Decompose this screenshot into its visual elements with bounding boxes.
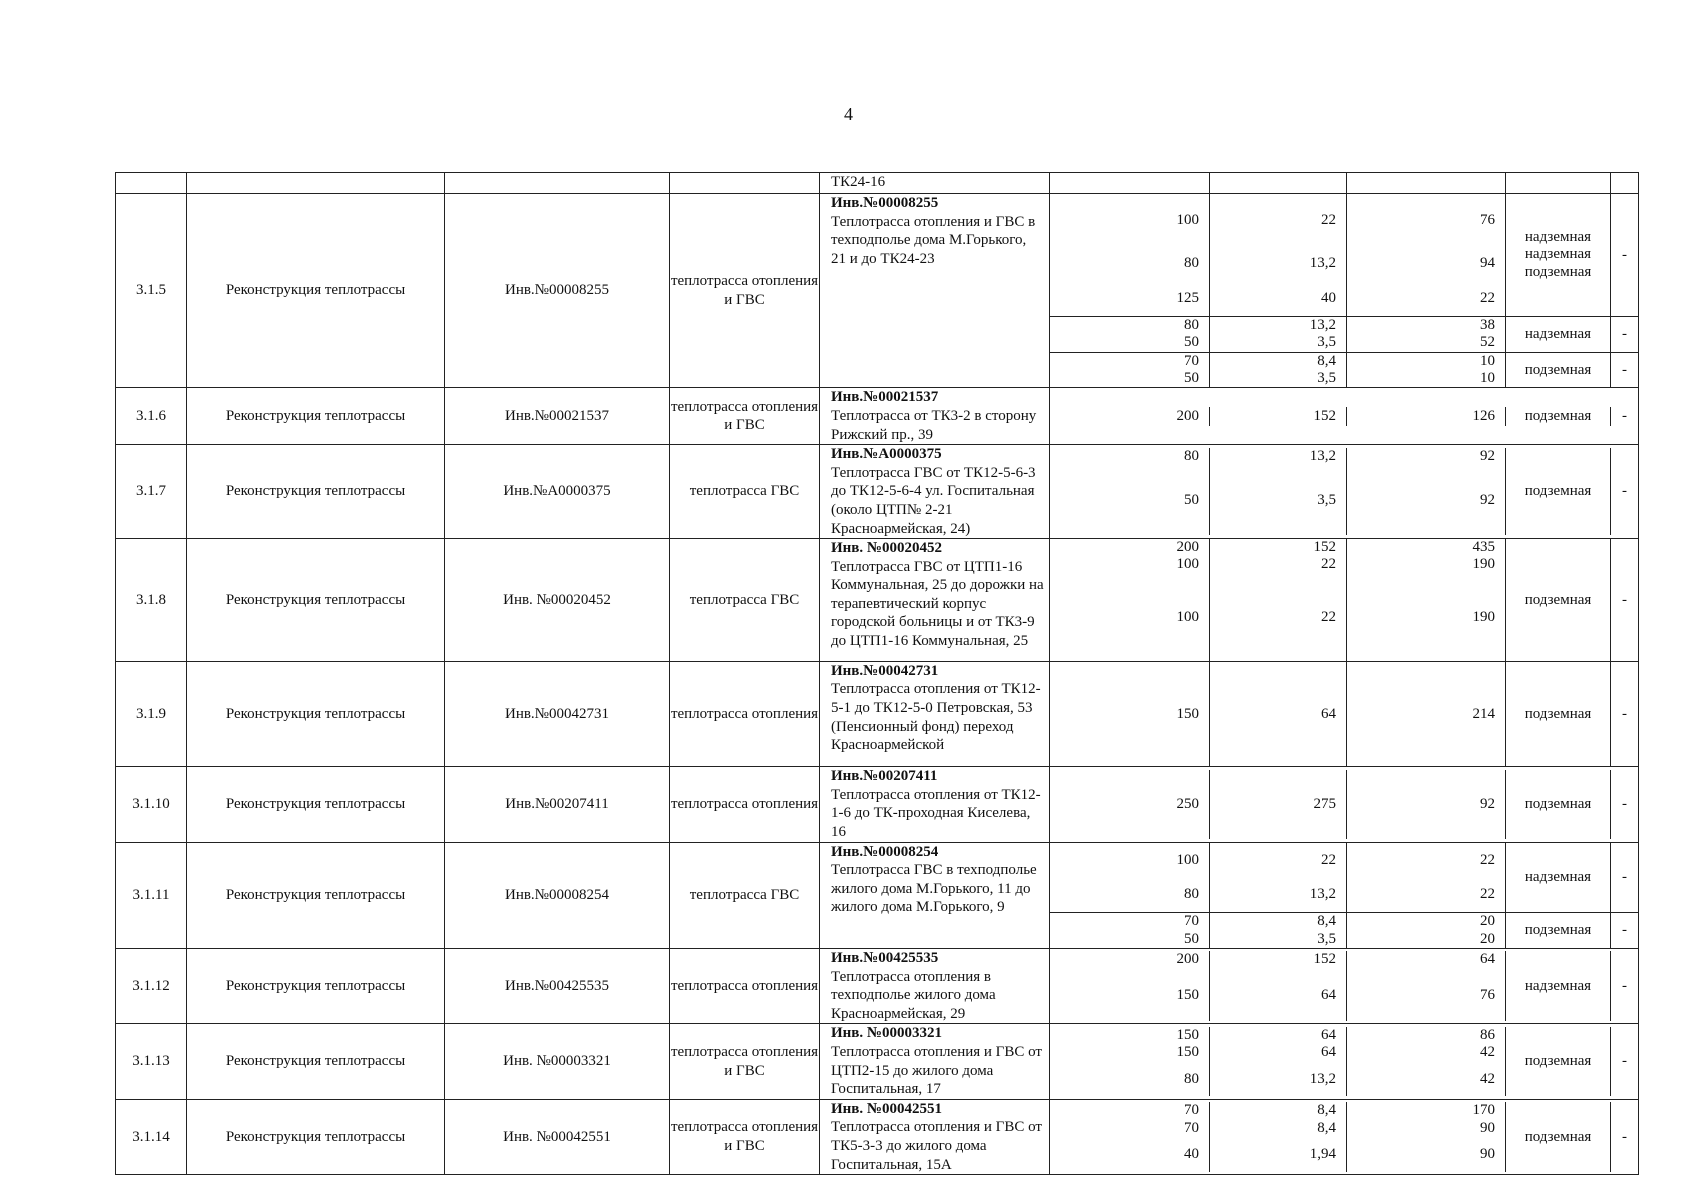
- description-text: Теплотрасса отопления от ТК12-1-6 до ТК-проходная Киселева, 16: [831, 786, 1041, 841]
- weight-value: 64: [1321, 705, 1336, 722]
- row-number: 3.1.7: [116, 445, 187, 539]
- weight-value: 152: [1313, 539, 1336, 556]
- pipe-diameter: [1050, 913, 1210, 948]
- pipe-diameter: [1050, 843, 1210, 913]
- weight-value: 13,2: [1309, 255, 1336, 272]
- weight-value: 152: [1313, 951, 1336, 968]
- work-type: Реконструкция теплотрассы: [187, 949, 445, 1024]
- pipe-group: [1050, 1102, 1638, 1172]
- weight-value: 13,2: [1309, 886, 1336, 903]
- pipeline-description: [820, 1024, 1050, 1099]
- length-value: 22: [1480, 289, 1495, 306]
- length-value: 190: [1472, 608, 1495, 625]
- diameter-value: 80: [1184, 316, 1199, 333]
- length-value: 38: [1480, 316, 1495, 333]
- weight-value: 22: [1321, 212, 1336, 228]
- row-number: 3.1.11: [116, 842, 187, 948]
- diameter-value: 200: [1176, 539, 1199, 556]
- pipe-parameters: [1050, 445, 1639, 539]
- pipeline-purpose: теплотрасса отопления: [670, 767, 820, 842]
- row-number: 3.1.14: [116, 1099, 187, 1174]
- pipe-parameters: [1050, 767, 1639, 842]
- weight-value: 8,4: [1317, 352, 1336, 369]
- inventory-number: Инв.№00021537: [445, 388, 670, 445]
- table-row: [116, 661, 1639, 766]
- diameter-value: 80: [1184, 448, 1199, 465]
- table-row: [116, 1024, 1639, 1099]
- pipeline-description: [820, 539, 1050, 662]
- pipe-diameter: [1050, 316, 1210, 352]
- laying-type: подземная: [1506, 770, 1611, 840]
- pipe-group: [1050, 539, 1638, 661]
- laying-type: подземная: [1506, 1102, 1611, 1172]
- description-inventory: Инв.№00008254: [831, 843, 939, 860]
- pipe-diameter: [1050, 448, 1210, 535]
- weight-value: 8,4: [1317, 913, 1336, 930]
- pipe-weight: [1210, 662, 1347, 766]
- work-type: Реконструкция теплотрассы: [187, 767, 445, 842]
- pipeline-description: [820, 767, 1050, 842]
- inventory-number: Инв. №00003321: [445, 1024, 670, 1099]
- description-text: Теплотрасса отопления от ТК12-5-1 до ТК12-5-0 Петровская, 53 (Пенсионный фонд) переход Красноармейской: [831, 681, 1041, 754]
- weight-value: 13,2: [1309, 316, 1336, 333]
- pipe-diameter: [1050, 194, 1210, 316]
- pipe-length: [1347, 1102, 1506, 1172]
- weight-value: 64: [1321, 1044, 1336, 1061]
- extra-dash: -: [1622, 483, 1627, 500]
- pipe-group: [1050, 407, 1638, 426]
- length-value: 170: [1472, 1102, 1495, 1119]
- work-type: Реконструкция теплотрассы: [187, 539, 445, 662]
- pipe-group: [1050, 1027, 1638, 1097]
- laying-type: надземная: [1506, 843, 1611, 913]
- table-row: [116, 194, 1639, 388]
- pipe-parameters-table: [1050, 1102, 1638, 1172]
- pipe-parameters: [1050, 539, 1639, 662]
- pipe-group: [1050, 448, 1638, 535]
- pipeline-purpose: теплотрасса ГВС: [670, 842, 820, 948]
- pipe-length: [1347, 539, 1506, 661]
- weight-value: 13,2: [1309, 448, 1336, 465]
- pipe-weight: [1210, 194, 1347, 316]
- laying-type: [1506, 194, 1611, 316]
- pipe-parameters-table: [1050, 448, 1638, 535]
- works-table: [115, 172, 1639, 1175]
- diameter-value: 50: [1184, 491, 1199, 508]
- pipeline-description: [820, 949, 1050, 1024]
- pipeline-description: [820, 194, 1050, 388]
- pipe-weight: [1210, 913, 1347, 948]
- weight-value: 3,5: [1317, 334, 1336, 351]
- length-value: 435: [1472, 539, 1495, 556]
- pipe-length: [1347, 913, 1506, 948]
- diameter-value: 50: [1184, 334, 1199, 351]
- description-text: Теплотрасса от ТК3-2 в сторону Рижский пр., 39: [831, 407, 1037, 443]
- laying-type-value: надземная: [1524, 246, 1592, 263]
- pipe-weight: [1210, 1102, 1347, 1172]
- pipe-diameter: [1050, 951, 1210, 1021]
- pipeline-purpose: теплотрасса ГВС: [670, 539, 820, 662]
- description-text: Теплотрасса ГВС в техподполье жилого дома М.Горького, 11 до жилого дома М.Горького, 9: [831, 862, 1037, 916]
- diameter-value: 70: [1184, 1119, 1199, 1136]
- weight-value: 64: [1321, 1026, 1336, 1043]
- diameter-value: 100: [1176, 851, 1199, 868]
- pipe-diameter: [1050, 770, 1210, 840]
- row-number: 3.1.5: [116, 194, 187, 388]
- pipe-group: [1050, 316, 1638, 352]
- length-value: 86: [1480, 1026, 1495, 1043]
- laying-type: надземная: [1506, 316, 1611, 352]
- pipe-weight: [1210, 951, 1347, 1021]
- pipe-diameter: [1050, 539, 1210, 661]
- pipeline-description: [820, 388, 1050, 445]
- length-value: 22: [1480, 851, 1495, 868]
- pipe-length: [1347, 194, 1506, 316]
- diameter-value: 50: [1184, 369, 1199, 386]
- laying-type-value: надземная: [1524, 228, 1592, 245]
- work-type: Реконструкция теплотрассы: [187, 194, 445, 388]
- extra-dash: -: [1611, 352, 1639, 387]
- length-value: 92: [1480, 795, 1495, 812]
- row-number: 3.1.12: [116, 949, 187, 1024]
- length-value: 92: [1480, 448, 1495, 465]
- length-value: 94: [1480, 255, 1495, 272]
- length-value: 90: [1480, 1119, 1495, 1136]
- inventory-number: Инв.№А0000375: [445, 445, 670, 539]
- laying-type: подземная: [1506, 448, 1611, 535]
- diameter-value: 150: [1176, 705, 1199, 722]
- pipeline-purpose: теплотрасса отопления и ГВС: [670, 1024, 820, 1099]
- row-number: 3.1.10: [116, 767, 187, 842]
- length-value: 126: [1472, 407, 1495, 424]
- description-text: Теплотрасса ГВС от ЦТП1-16 Коммунальная, 25 до дорожки на терапевтический корпус городской больницы и от ТК3-9 до ЦТП1-16 Коммунальная, 25: [831, 558, 1044, 650]
- pipe-length: [1347, 448, 1506, 535]
- work-type: Реконструкция теплотрассы: [187, 445, 445, 539]
- description-inventory: Инв. №00003321: [831, 1025, 942, 1042]
- length-value: 22: [1480, 886, 1495, 903]
- pipe-weight: [1210, 316, 1347, 352]
- pipe-diameter: [1050, 407, 1210, 426]
- inventory-number: Инв.№00207411: [445, 767, 670, 842]
- continuation-desc: ТК24-16: [820, 173, 1050, 194]
- description-text: Теплотрасса ГВС от ТК12-5-6-3 до ТК12-5-6-4 ул. Госпитальная (около ЦТП№ 2-21 Красноармейская, 24): [831, 464, 1036, 537]
- length-value: 10: [1480, 369, 1495, 386]
- diameter-value: 70: [1184, 913, 1199, 930]
- pipeline-description: [820, 445, 1050, 539]
- inventory-number: Инв.№00008255: [445, 194, 670, 388]
- weight-value: 40: [1321, 289, 1336, 306]
- pipe-length: [1347, 1027, 1506, 1097]
- length-value: 76: [1480, 212, 1495, 228]
- description-text: Теплотрасса отопления и ГВС от ТК5-3-3 до жилого дома Госпитальная, 15А: [831, 1119, 1042, 1173]
- diameter-value: 150: [1176, 986, 1199, 1003]
- weight-value: 22: [1321, 556, 1336, 573]
- pipe-parameters-table: [1050, 194, 1638, 387]
- pipe-parameters: [1050, 388, 1639, 445]
- row-number: 3.1.8: [116, 539, 187, 662]
- diameter-value: 100: [1176, 608, 1199, 625]
- pipe-group: [1050, 951, 1638, 1021]
- length-value: 190: [1472, 556, 1495, 573]
- length-value: 52: [1480, 334, 1495, 351]
- pipe-parameters: [1050, 842, 1639, 948]
- diameter-value: 40: [1184, 1145, 1199, 1162]
- table-row: [116, 1099, 1639, 1174]
- pipe-group: [1050, 770, 1638, 840]
- pipe-weight: [1210, 1027, 1347, 1097]
- diameter-value: 250: [1176, 795, 1199, 812]
- laying-type: подземная: [1506, 913, 1611, 948]
- pipe-weight: [1210, 770, 1347, 840]
- pipe-weight: [1210, 407, 1347, 426]
- diameter-value: 200: [1176, 407, 1199, 424]
- pipe-group: [1050, 913, 1638, 948]
- row-number: 3.1.9: [116, 661, 187, 766]
- diameter-value: 80: [1184, 255, 1199, 272]
- pipeline-purpose: теплотрасса отопления и ГВС: [670, 1099, 820, 1174]
- pipe-diameter: [1050, 1102, 1210, 1172]
- page-number: 4: [844, 104, 853, 124]
- extra-dash: -: [1622, 869, 1627, 886]
- description-inventory: Инв.№00021537: [831, 389, 939, 406]
- pipe-length: [1347, 352, 1506, 387]
- table-row: [116, 949, 1639, 1024]
- description-inventory: Инв.№00425535: [831, 950, 939, 967]
- pipe-weight: [1210, 448, 1347, 535]
- work-type: Реконструкция теплотрассы: [187, 388, 445, 445]
- diameter-value: 80: [1184, 886, 1199, 903]
- weight-value: 64: [1321, 986, 1336, 1003]
- pipeline-purpose: теплотрасса отопления и ГВС: [670, 194, 820, 388]
- table-row: [116, 445, 1639, 539]
- extra-dash: -: [1622, 1053, 1627, 1070]
- extra-dash: -: [1611, 316, 1639, 352]
- pipe-group: [1050, 662, 1638, 766]
- length-value: 90: [1480, 1145, 1495, 1162]
- pipe-weight: [1210, 539, 1347, 661]
- pipeline-purpose: теплотрасса отопления: [670, 661, 820, 766]
- description-text: Теплотрасса отопления в техподполье жилого дома Красноармейская, 29: [831, 968, 996, 1022]
- pipe-parameters-table: [1050, 770, 1638, 840]
- weight-value: 13,2: [1309, 1070, 1336, 1087]
- length-value: 64: [1480, 951, 1495, 968]
- extra-dash: -: [1622, 407, 1627, 424]
- pipe-diameter: [1050, 352, 1210, 387]
- row-number: 3.1.13: [116, 1024, 187, 1099]
- pipeline-purpose: теплотрасса ГВС: [670, 445, 820, 539]
- laying-type: подземная: [1506, 407, 1611, 426]
- table-row: [116, 539, 1639, 662]
- extra-dash: -: [1622, 977, 1627, 994]
- pipe-diameter: [1050, 662, 1210, 766]
- work-type: Реконструкция теплотрассы: [187, 1024, 445, 1099]
- pipe-weight: [1210, 843, 1347, 913]
- extra-dash: -: [1622, 1128, 1627, 1145]
- pipeline-description: [820, 1099, 1050, 1174]
- weight-value: 275: [1313, 795, 1336, 812]
- diameter-value: 100: [1176, 556, 1199, 573]
- description-inventory: Инв.№00042731: [831, 662, 939, 679]
- work-type: Реконструкция теплотрассы: [187, 842, 445, 948]
- pipe-parameters-table: [1050, 843, 1638, 948]
- pipe-parameters-table: [1050, 539, 1638, 661]
- pipe-parameters: [1050, 1099, 1639, 1174]
- table-row: [116, 767, 1639, 842]
- length-value: 214: [1472, 705, 1495, 722]
- description-inventory: Инв. №00020452: [831, 540, 942, 557]
- laying-type: подземная: [1506, 662, 1611, 766]
- diameter-value: 100: [1176, 212, 1199, 228]
- inventory-number: Инв.№00008254: [445, 842, 670, 948]
- inventory-number: Инв.№00425535: [445, 949, 670, 1024]
- laying-type: надземная: [1506, 951, 1611, 1021]
- extra-dash: -: [1622, 705, 1627, 722]
- inventory-number: Инв. №00020452: [445, 539, 670, 662]
- diameter-value: 200: [1176, 951, 1199, 968]
- inventory-number: Инв. №00042551: [445, 1099, 670, 1174]
- weight-value: 3,5: [1317, 930, 1336, 947]
- diameter-value: 150: [1176, 1044, 1199, 1061]
- length-value: 20: [1480, 913, 1495, 930]
- weight-value: 8,4: [1317, 1119, 1336, 1136]
- pipe-weight: [1210, 352, 1347, 387]
- pipeline-description: [820, 842, 1050, 948]
- diameter-value: 70: [1184, 352, 1199, 369]
- description-inventory: Инв. №00042551: [831, 1100, 942, 1117]
- laying-type: подземная: [1506, 1027, 1611, 1097]
- description-text: Теплотрасса отопления и ГВС в техподполье дома М.Горького, 21 и до ТК24-23: [831, 213, 1036, 267]
- pipe-group: [1050, 194, 1638, 316]
- length-value: 42: [1480, 1070, 1495, 1087]
- pipe-parameters: [1050, 949, 1639, 1024]
- pipe-parameters-table: [1050, 1027, 1638, 1097]
- length-value: 76: [1480, 986, 1495, 1003]
- pipeline-purpose: теплотрасса отопления и ГВС: [670, 388, 820, 445]
- weight-value: 3,5: [1317, 491, 1336, 508]
- weight-value: 8,4: [1317, 1102, 1336, 1119]
- laying-type-value: подземная: [1524, 263, 1592, 280]
- pipe-diameter: [1050, 1027, 1210, 1097]
- pipe-parameters-table: [1050, 662, 1638, 766]
- weight-value: 22: [1321, 851, 1336, 868]
- extra-dash: -: [1611, 913, 1639, 948]
- length-value: 42: [1480, 1044, 1495, 1061]
- pipeline-description: [820, 661, 1050, 766]
- work-type: Реконструкция теплотрассы: [187, 1099, 445, 1174]
- length-value: 20: [1480, 930, 1495, 947]
- description-inventory: Инв.№А0000375: [831, 446, 942, 463]
- diameter-value: 50: [1184, 930, 1199, 947]
- pipe-group: [1050, 843, 1638, 913]
- weight-value: 22: [1321, 608, 1336, 625]
- extra-dash: -: [1622, 796, 1627, 813]
- pipe-length: [1347, 843, 1506, 913]
- continuation-row: [116, 173, 1639, 194]
- extra-dash: -: [1622, 591, 1627, 608]
- table-row: [116, 842, 1639, 948]
- description-text: Теплотрасса отопления и ГВС от ЦТП2-15 до жилого дома Госпитальная, 17: [831, 1043, 1042, 1098]
- pipe-parameters: [1050, 194, 1639, 388]
- pipeline-purpose: теплотрасса отопления: [670, 949, 820, 1024]
- diameter-value: 70: [1184, 1102, 1199, 1119]
- weight-value: 1,94: [1309, 1145, 1336, 1162]
- work-type: Реконструкция теплотрассы: [187, 661, 445, 766]
- length-value: 10: [1480, 352, 1495, 369]
- inventory-number: Инв.№00042731: [445, 661, 670, 766]
- pipe-length: [1347, 407, 1506, 426]
- laying-type: подземная: [1506, 352, 1611, 387]
- pipe-parameters-table: [1050, 407, 1638, 426]
- pipe-parameters: [1050, 661, 1639, 766]
- description-inventory: Инв.№00008255: [831, 195, 939, 211]
- laying-type: подземная: [1506, 539, 1611, 661]
- table-row: [116, 388, 1639, 445]
- row-number: 3.1.6: [116, 388, 187, 445]
- pipe-length: [1347, 951, 1506, 1021]
- diameter-value: 125: [1176, 289, 1199, 306]
- pipe-length: [1347, 316, 1506, 352]
- pipe-group: [1050, 352, 1638, 387]
- weight-value: 152: [1313, 407, 1336, 424]
- diameter-value: 150: [1176, 1026, 1199, 1043]
- pipe-parameters: [1050, 1024, 1639, 1099]
- pipe-length: [1347, 662, 1506, 766]
- length-value: 92: [1480, 491, 1495, 508]
- diameter-value: 80: [1184, 1070, 1199, 1087]
- pipe-length: [1347, 770, 1506, 840]
- weight-value: 3,5: [1317, 369, 1336, 386]
- extra-dash: -: [1622, 246, 1627, 263]
- pipe-parameters-table: [1050, 951, 1638, 1021]
- description-inventory: Инв.№00207411: [831, 768, 938, 785]
